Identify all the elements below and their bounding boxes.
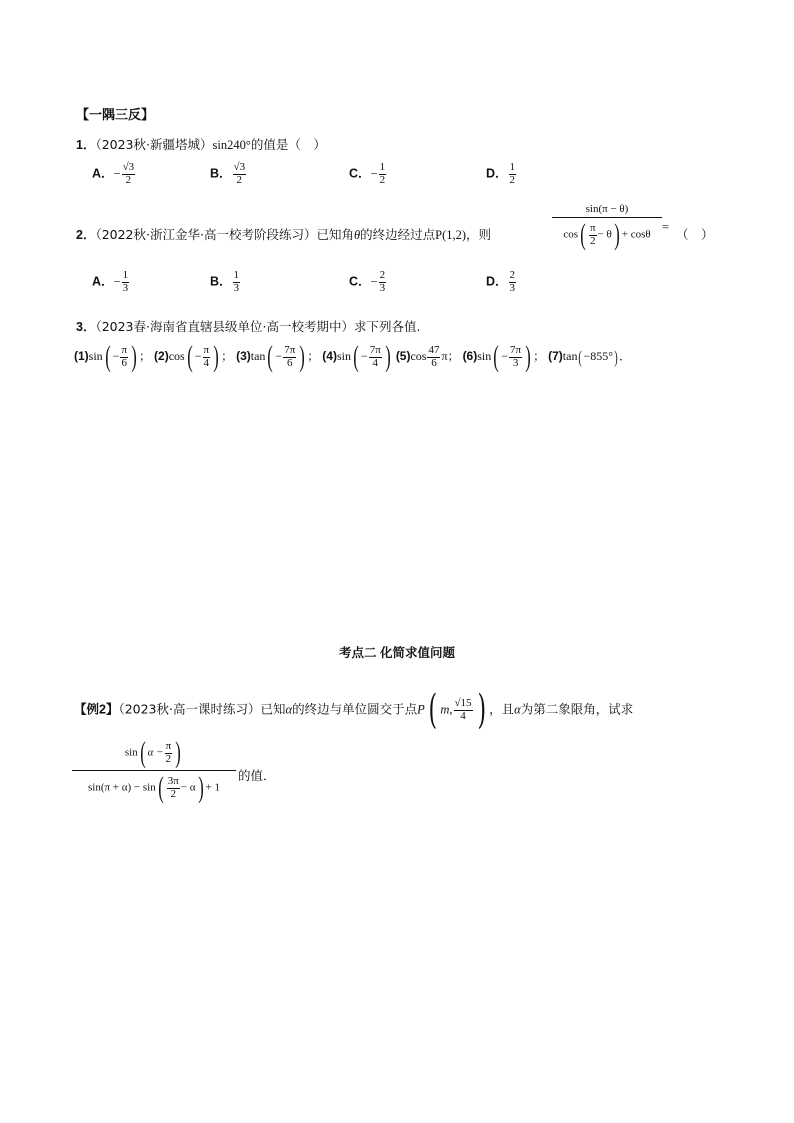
q2-equals: =	[662, 220, 670, 234]
section2-title: 考点二 化简求值问题	[339, 646, 455, 660]
option-denominator: 2	[125, 173, 132, 186]
part-sign: −	[275, 348, 283, 363]
ex2-num-inner-den: 2	[165, 752, 172, 765]
option-numerator: √3	[233, 161, 246, 173]
part-den: 4	[372, 356, 379, 369]
q3-part-6: (6)sin( − $\frac{7\pi}{3}$ ) ；	[462, 340, 546, 373]
option-sign: −	[370, 274, 378, 289]
q3-part-2: (2)cos( − $\frac{\pi}{4}$ ) ；	[154, 340, 234, 373]
q2-stem-a: 已知角	[316, 227, 354, 242]
q1-number: 1．	[76, 138, 96, 152]
option-numerator: √3	[122, 161, 135, 173]
part-den: 6	[121, 356, 127, 369]
part-fn: cos	[410, 348, 427, 363]
part-fn: cos	[168, 348, 185, 363]
part-den: 6	[286, 356, 293, 369]
option-numerator: 1	[509, 161, 516, 173]
ex2-fraction	[72, 738, 236, 803]
option-denominator: 3	[122, 281, 129, 294]
ex2-alpha: α	[285, 702, 293, 717]
q2-stem-c: ，则	[466, 227, 492, 242]
option-numerator: 2	[379, 269, 386, 281]
ex2-den-b: + 1	[205, 781, 220, 794]
ex2-den-a: sin(π + α) − sin	[88, 781, 156, 794]
option-denominator: 2	[509, 173, 516, 186]
part-fn: tan	[250, 348, 266, 363]
ex2-point-m: m,	[440, 702, 453, 717]
option-label: B．	[210, 166, 232, 181]
example-2: 【例2】（2023秋·高一课时练习）已知α的终边与单位圆交于点P( m, $\frac{√15}{4}$ ) ，且α为第二象限角，试求	[74, 687, 634, 733]
option-numerator: 1	[122, 269, 129, 281]
option-denominator: 3	[379, 281, 386, 294]
part-fn: sin	[88, 348, 103, 363]
part-num: 7π	[510, 343, 522, 356]
part-den: 3	[512, 356, 519, 369]
question-3	[76, 317, 420, 335]
part-fn: sin	[477, 348, 492, 363]
q2-den-inner-num: π	[589, 221, 596, 234]
option-denominator: 2	[379, 173, 386, 186]
option-label: B．	[210, 274, 232, 289]
ex2-source: （2023秋·高一课时练习）	[118, 701, 261, 717]
q2-stem-b: 的终边经过点	[360, 227, 436, 242]
q2-den-cos: cos	[563, 228, 578, 241]
part-num: 7π	[369, 343, 381, 356]
part-den: 6	[431, 356, 437, 369]
q3-part-3: (3)tan( − $\frac{7\pi}{6}$ ) ；	[236, 340, 320, 373]
q2-option-a[interactable]	[92, 270, 130, 294]
ex2-stem-b: 的终边与单位圆交于点	[292, 701, 418, 717]
option-denominator: 2	[236, 173, 243, 186]
option-label: C．	[349, 274, 371, 289]
part-tag: (3)	[236, 348, 251, 363]
part-sign: −	[501, 348, 509, 363]
q2-option-c[interactable]	[349, 270, 387, 294]
q1-option-c[interactable]	[349, 162, 387, 186]
part-num: π	[121, 343, 128, 356]
ex2-point-den: 4	[460, 709, 466, 722]
ex2-num-arg: α −	[147, 746, 164, 759]
q1-expr: sin240°	[212, 138, 251, 152]
q3-parts	[74, 342, 631, 372]
part-tag: (7)	[548, 348, 563, 363]
part-sep: ；	[533, 348, 546, 363]
part-num: 7π	[284, 343, 296, 356]
option-label: A．	[92, 166, 114, 181]
q3-part-7: (7)tan(−855°)．	[548, 347, 632, 367]
ex2-num-inner-num: π	[165, 739, 172, 752]
q2-number: 2．	[76, 228, 96, 242]
part-sep: ；	[221, 348, 234, 363]
part-tail: π	[441, 348, 448, 363]
part-sep: ．	[619, 348, 632, 363]
ex2-stem-c: ，且	[489, 701, 515, 717]
question-2	[76, 225, 491, 243]
ex2-point-p: P	[417, 702, 425, 717]
q1-option-b[interactable]	[210, 162, 247, 186]
part-arg: −855°	[583, 348, 614, 363]
part-num: 47	[428, 343, 440, 356]
q2-den-inner-den: 2	[590, 234, 596, 247]
question-1	[76, 135, 326, 153]
part-sign: −	[360, 348, 368, 363]
q3-part-5	[395, 343, 460, 369]
ex2-num-fn: sin	[124, 746, 138, 759]
ex2-point-num: √15	[454, 696, 472, 709]
q3-source: （2023春·海南省直辖县级单位·高一校考期中）	[95, 319, 354, 334]
q2-point: P(1,2)	[435, 228, 467, 242]
part-tag: (1)	[74, 348, 89, 363]
part-num: π	[203, 343, 210, 356]
part-fn: sin	[336, 348, 351, 363]
part-fn: tan	[562, 348, 578, 363]
part-sep: ；	[139, 348, 152, 363]
option-denominator: 3	[509, 281, 516, 294]
part-tag: (4)	[322, 348, 337, 363]
ex2-tail: 的值．	[238, 768, 276, 783]
ex2-stem-d: 为第二象限角，试求	[520, 701, 634, 717]
option-sign: −	[113, 274, 121, 289]
ex2-label: 【例2】	[74, 702, 119, 717]
part-tag: (6)	[462, 348, 478, 363]
ex2-alpha-2: α	[514, 702, 521, 717]
option-label: D．	[486, 166, 508, 181]
q1-option-d[interactable]	[486, 162, 517, 186]
q2-source: （2022秋·浙江金华·高一校考阶段练习）	[95, 227, 317, 242]
q2-theta: θ	[353, 228, 361, 242]
ex2-den-inner-den: 2	[170, 787, 177, 800]
q3-number: 3．	[76, 320, 96, 334]
option-label: C．	[349, 166, 371, 181]
q1-source: （2023秋·新疆塔城）	[95, 137, 213, 152]
part-sign: −	[112, 348, 120, 363]
part-tag: (5)	[395, 348, 411, 363]
part-sep: ；	[307, 348, 320, 363]
part-tag: (2)	[154, 348, 169, 363]
ex2-frac-numerator: sin( α − $\frac{\pi}{2}$ )	[72, 738, 236, 771]
ex2-den-inner-num: 3π	[167, 774, 179, 787]
ex2-den-inner-tail: − α	[180, 781, 196, 794]
q2-option-b[interactable]	[210, 270, 241, 294]
option-label: D．	[486, 274, 508, 289]
option-numerator: 1	[379, 161, 386, 173]
q1-stem: 的值是（ ）	[250, 137, 326, 152]
option-numerator: 2	[509, 269, 516, 281]
part-den: 4	[203, 356, 210, 369]
part-sep: ；	[447, 348, 460, 363]
q2-fraction	[552, 203, 662, 250]
section-label: 【一隅三反】	[76, 107, 155, 122]
option-sign: −	[113, 166, 121, 181]
q3-part-1: (1)sin( − $\frac{\pi}{6}$ ) ；	[74, 340, 152, 373]
part-sign: −	[194, 348, 202, 363]
option-numerator: 1	[233, 269, 240, 281]
q1-option-a[interactable]	[92, 162, 136, 186]
q2-frac-numerator: sin(π − θ)	[552, 203, 662, 218]
q3-part-4: (4)sin( − $\frac{7\pi}{4}$ )	[322, 340, 391, 373]
option-sign: −	[370, 166, 378, 181]
q3-stem: 求下列各值.	[353, 319, 421, 334]
q2-den-b: + cosθ	[621, 228, 651, 241]
q2-frac-denominator: cos( $\frac{\pi}{2}$ − θ) + cosθ	[563, 218, 651, 251]
q2-den-inner-tail: − θ	[597, 228, 612, 241]
option-label: A．	[92, 274, 114, 289]
q2-blank: （ ）	[676, 227, 714, 242]
option-denominator: 3	[233, 281, 240, 294]
ex2-stem-a: 已知	[260, 701, 286, 717]
ex2-frac-denominator: sin(π + α) − sin( $\frac{3\pi}{2}$ − α) + 1	[88, 771, 220, 804]
q2-option-d[interactable]	[486, 270, 517, 294]
